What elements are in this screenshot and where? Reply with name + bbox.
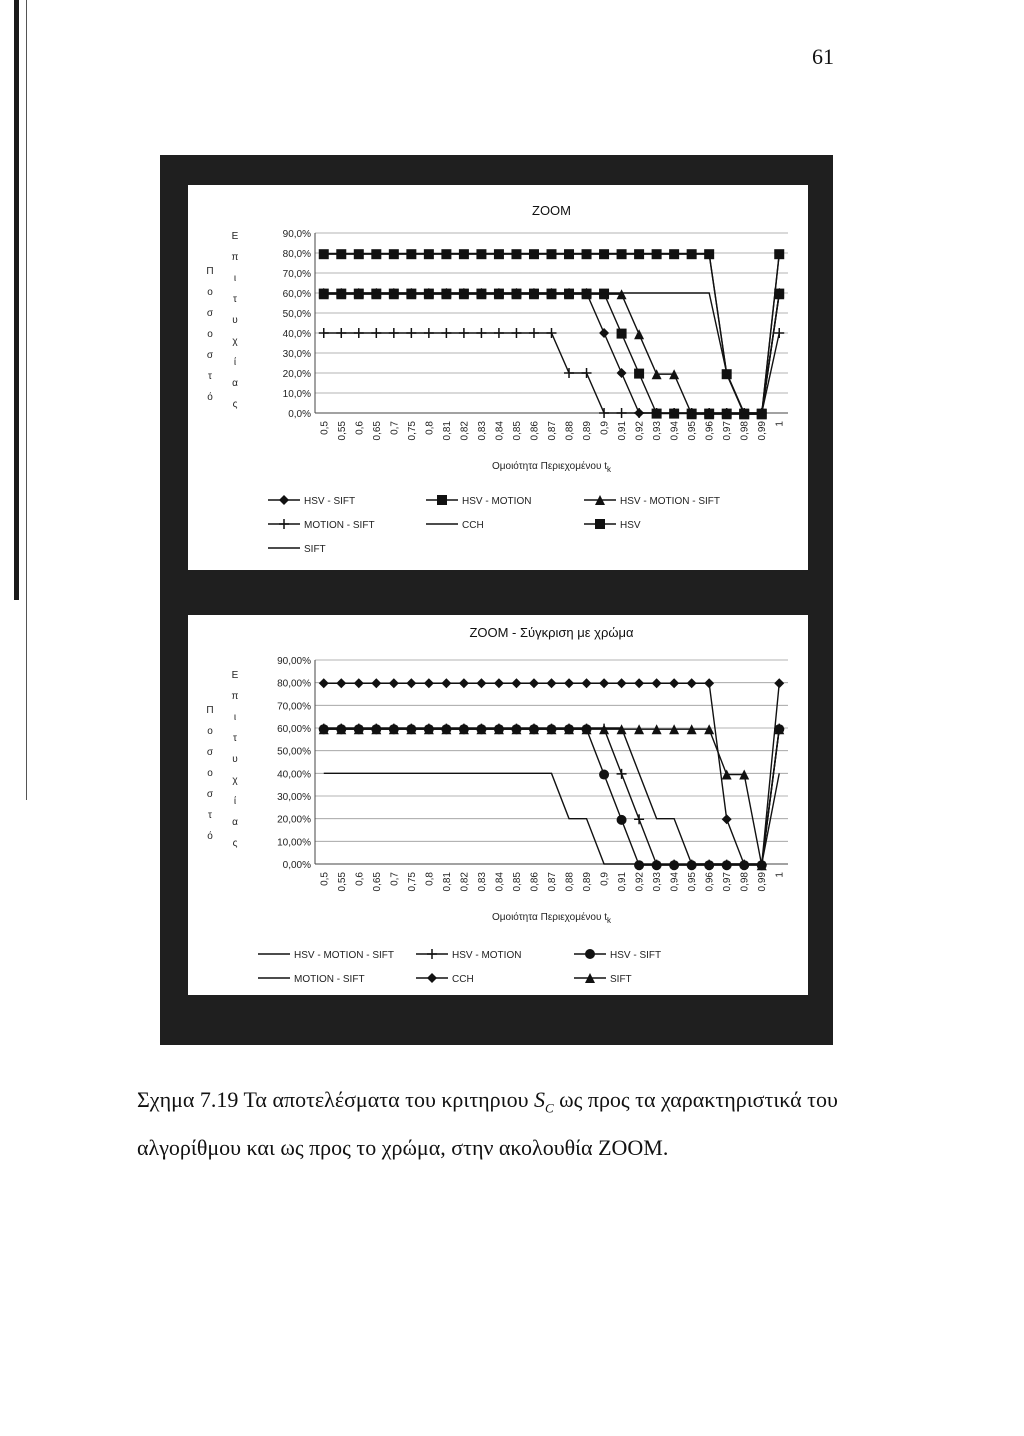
series-line xyxy=(324,294,779,414)
data-point xyxy=(652,249,662,259)
x-tick-label: 0,99 xyxy=(757,421,769,441)
y-tick-label: 80,00% xyxy=(277,678,311,690)
x-tick-label: 0,55 xyxy=(336,872,348,892)
data-point xyxy=(739,409,749,419)
data-point xyxy=(634,329,644,339)
x-tick-label: 0,83 xyxy=(476,421,488,441)
data-point xyxy=(424,678,434,688)
data-point xyxy=(652,860,662,870)
x-tick-label: 0,85 xyxy=(511,421,523,441)
data-point xyxy=(511,249,521,259)
legend-label: HSV - SIFT xyxy=(304,496,356,507)
data-point xyxy=(354,678,364,688)
x-tick-label: 0,6 xyxy=(354,872,366,886)
y-tick-label: 90,0% xyxy=(282,229,311,240)
x-tick-label: 0,65 xyxy=(371,421,383,441)
chart-panel-zoom-color xyxy=(188,615,808,995)
x-tick-label: 0,93 xyxy=(652,421,664,441)
x-tick-label: 0,87 xyxy=(547,421,558,441)
data-point xyxy=(406,328,416,338)
y-tick-label: 50,0% xyxy=(282,309,311,320)
legend-label: HSV - MOTION - SIFT xyxy=(620,496,720,507)
y-tick-label: 10,00% xyxy=(277,837,311,849)
data-point xyxy=(617,769,627,779)
y-tick-label: 40,0% xyxy=(282,329,311,340)
y-tick-label: 60,00% xyxy=(277,724,311,735)
x-tick-label: 0,89 xyxy=(582,872,594,892)
x-tick-label: 0,94 xyxy=(669,872,681,892)
x-axis-label xyxy=(492,460,612,474)
data-point xyxy=(389,328,399,338)
data-point xyxy=(547,328,557,338)
series-hsv-sift xyxy=(319,724,784,870)
data-point xyxy=(774,328,784,338)
y-label-char: ι xyxy=(233,712,237,723)
x-tick-label: 1 xyxy=(774,421,786,427)
series-line xyxy=(324,729,779,865)
data-point xyxy=(476,678,486,688)
figure-caption xyxy=(137,1080,857,1168)
y-label-char: υ xyxy=(232,315,238,326)
y-label-char: ό xyxy=(207,831,213,842)
x-tick-label: 0,95 xyxy=(687,872,699,892)
legend-marker xyxy=(437,495,447,505)
x-tick-label: 0,55 xyxy=(336,421,348,441)
x-tick-label: 0,7 xyxy=(389,421,401,435)
y-label-char: Π xyxy=(206,705,214,716)
y-label-char: ς xyxy=(232,838,238,849)
data-point xyxy=(336,328,346,338)
series-sift xyxy=(319,724,784,870)
chart-zoom xyxy=(188,185,808,570)
y-label-char: τ xyxy=(208,371,212,382)
legend-label: CCH xyxy=(452,974,474,985)
legend-entry xyxy=(258,974,365,985)
x-tick-label: 0,87 xyxy=(547,872,558,892)
caption-suffix: ως προς τα χαρακτηριστικά του αλγορίθμου και ως προς το χρώμα, στην ακολουθία ZOOM. xyxy=(137,1087,838,1161)
data-point xyxy=(371,328,381,338)
legend-label: CCH xyxy=(462,520,484,531)
data-point xyxy=(634,678,644,688)
data-point xyxy=(441,328,451,338)
data-point xyxy=(599,328,609,338)
y-label-char: π xyxy=(231,691,239,702)
x-tick-label: 0,95 xyxy=(687,421,699,441)
x-tick-label: 0,85 xyxy=(511,872,523,892)
data-point xyxy=(406,678,416,688)
data-point xyxy=(406,249,416,259)
legend-entry xyxy=(584,495,720,507)
y-label-char: ς xyxy=(232,399,238,410)
x-tick-label: 0,96 xyxy=(704,421,716,441)
x-tick-label: 0,8 xyxy=(424,872,436,886)
caption-prefix: Σχημα 7.19 Τα αποτελέσματα του κριτηριου xyxy=(137,1087,534,1112)
data-point xyxy=(704,249,714,259)
x-tick-label: 0,81 xyxy=(441,872,453,892)
x-tick-label: 0,91 xyxy=(617,872,629,892)
data-point xyxy=(459,249,469,259)
y-label-char: χ xyxy=(232,775,238,786)
data-point xyxy=(722,860,732,870)
data-point xyxy=(652,678,662,688)
legend-entry xyxy=(268,519,375,531)
x-tick-label: 0,94 xyxy=(669,421,681,441)
series-hsv-motion-sift xyxy=(319,289,784,419)
legend-marker xyxy=(585,949,595,959)
data-point xyxy=(774,249,784,259)
legend-label: HSV - MOTION xyxy=(462,496,532,507)
y-label-char: τ xyxy=(233,733,237,744)
y-tick-label: 20,0% xyxy=(282,369,311,380)
y-label-char: Π xyxy=(206,266,214,277)
data-point xyxy=(371,678,381,688)
data-point xyxy=(617,815,627,825)
data-point xyxy=(389,678,399,688)
x-tick-label: 0,97 xyxy=(722,421,734,441)
y-label-char: τ xyxy=(233,294,237,305)
data-point xyxy=(319,678,329,688)
y-label-char: υ xyxy=(232,754,238,765)
data-point xyxy=(511,678,521,688)
x-tick-label: 0,75 xyxy=(406,872,418,892)
y-label-char: σ xyxy=(206,308,214,319)
legend-entry xyxy=(268,495,355,507)
data-point xyxy=(476,249,486,259)
x-tick-label: 0,89 xyxy=(582,421,594,441)
data-point xyxy=(617,329,627,339)
legend-marker xyxy=(427,949,437,959)
data-point xyxy=(617,678,627,688)
legend-label: SIFT xyxy=(610,974,632,985)
x-tick-label: 0,92 xyxy=(634,421,646,441)
scan-edge-line xyxy=(26,0,27,800)
x-tick-label: 0,93 xyxy=(652,872,664,892)
data-point xyxy=(389,249,399,259)
y-label-char: α xyxy=(232,378,238,389)
data-point xyxy=(634,249,644,259)
legend-entry xyxy=(426,520,484,531)
page-number: 61 xyxy=(812,44,834,69)
x-tick-label: 0,98 xyxy=(739,872,751,892)
x-tick-label: 0,92 xyxy=(634,872,646,892)
y-tick-label: 10,0% xyxy=(282,389,311,400)
data-point xyxy=(617,368,627,378)
legend-label: SIFT xyxy=(304,544,326,555)
data-point xyxy=(582,249,592,259)
legend-entry xyxy=(416,973,474,985)
legend-marker xyxy=(279,495,289,505)
legend-label: HSV xyxy=(620,520,641,531)
y-label-char: ο xyxy=(207,726,213,737)
data-point xyxy=(704,678,714,688)
x-tick-label: 0,82 xyxy=(459,872,471,892)
data-point xyxy=(441,249,451,259)
data-point xyxy=(547,678,557,688)
y-label-char: σ xyxy=(206,350,214,361)
data-point xyxy=(494,328,504,338)
scan-edge-bar xyxy=(14,0,19,600)
x-tick-label: 0,5 xyxy=(319,421,331,435)
data-point xyxy=(634,814,644,824)
x-label-sub: k xyxy=(607,916,612,925)
x-tick-label: 0,81 xyxy=(441,421,453,441)
data-point xyxy=(476,328,486,338)
y-label-char: ο xyxy=(207,768,213,779)
data-point xyxy=(634,408,644,418)
chart-panel-zoom xyxy=(188,185,808,570)
y-tick-label: 60,0% xyxy=(282,289,311,300)
x-tick-label: 0,65 xyxy=(371,872,383,892)
data-point xyxy=(582,368,592,378)
x-tick-label: 0,97 xyxy=(722,872,734,892)
x-tick-label: 0,82 xyxy=(459,421,471,441)
x-label-text: Ομοιότητα Περιεχομένου t xyxy=(491,912,608,923)
legend-marker xyxy=(427,973,437,983)
data-point xyxy=(424,328,434,338)
x-tick-label: 0,83 xyxy=(476,872,488,892)
data-point xyxy=(494,678,504,688)
data-point xyxy=(599,408,609,418)
data-point xyxy=(511,328,521,338)
y-label-char: π xyxy=(231,252,239,263)
caption-symbol-sub: C xyxy=(544,1100,554,1116)
series-hsv-motion xyxy=(319,289,784,419)
y-label-char: α xyxy=(232,817,238,828)
legend-entry xyxy=(574,973,632,985)
y-tick-label: 70,00% xyxy=(277,701,311,713)
legend-entry xyxy=(426,495,531,507)
data-point xyxy=(336,678,346,688)
legend-entry xyxy=(574,949,661,961)
chart-title: ZOOM xyxy=(532,203,571,218)
y-label-char: ο xyxy=(207,287,213,298)
data-point xyxy=(669,249,679,259)
y-tick-label: 0,00% xyxy=(282,860,311,871)
y-tick-label: 30,00% xyxy=(277,792,311,803)
data-point xyxy=(599,249,609,259)
caption-symbol: S xyxy=(533,1087,545,1112)
x-label-sub: k xyxy=(607,465,612,474)
data-point xyxy=(336,249,346,259)
data-point xyxy=(774,678,784,688)
y-label-char: ί xyxy=(233,357,237,368)
data-point xyxy=(564,678,574,688)
legend-label: HSV - MOTION xyxy=(452,950,522,961)
x-tick-label: 0,84 xyxy=(494,421,506,441)
legend-label: HSV - SIFT xyxy=(610,950,662,961)
data-point xyxy=(529,249,539,259)
y-label-char: Ε xyxy=(231,231,239,242)
series-line xyxy=(324,729,779,865)
y-label-char: ο xyxy=(207,329,213,340)
legend-entry xyxy=(416,949,521,961)
chart-title: ZOOM - Σύγκριση με χρώμα xyxy=(469,625,634,640)
series-hsv-motion xyxy=(319,724,784,870)
x-tick-label: 0,86 xyxy=(529,421,541,441)
data-point xyxy=(547,249,557,259)
series-line xyxy=(324,729,779,865)
data-point xyxy=(704,860,714,870)
data-point xyxy=(441,678,451,688)
y-axis-label xyxy=(206,231,238,410)
chart-zoom-color xyxy=(188,615,808,995)
x-tick-label: 0,86 xyxy=(529,872,541,892)
y-label-char: ό xyxy=(207,392,213,403)
x-tick-label: 0,88 xyxy=(564,872,576,892)
y-label-char: τ xyxy=(208,810,212,821)
x-tick-label: 0,88 xyxy=(564,421,576,441)
y-tick-label: 50,00% xyxy=(277,746,311,758)
y-label-char: χ xyxy=(232,336,238,347)
series-line xyxy=(324,294,779,414)
y-tick-label: 30,0% xyxy=(282,349,311,360)
y-label-char: ι xyxy=(233,273,237,284)
data-point xyxy=(634,860,644,870)
data-point xyxy=(599,770,609,780)
data-point xyxy=(669,678,679,688)
data-point xyxy=(617,408,627,418)
data-point xyxy=(494,249,504,259)
data-point xyxy=(669,860,679,870)
legend-marker xyxy=(595,519,605,529)
data-point xyxy=(354,249,364,259)
x-tick-label: 0,96 xyxy=(704,872,716,892)
x-tick-label: 0,6 xyxy=(354,421,366,435)
x-tick-label: 0,84 xyxy=(494,872,506,892)
data-point xyxy=(564,368,574,378)
data-point xyxy=(687,249,697,259)
x-tick-label: 0,5 xyxy=(319,872,331,886)
legend-label: MOTION - SIFT xyxy=(294,974,365,985)
x-tick-label: 0,99 xyxy=(757,872,769,892)
legend-entry xyxy=(268,544,326,555)
x-axis-label xyxy=(492,911,612,925)
y-tick-label: 70,0% xyxy=(282,269,311,280)
data-point xyxy=(687,860,697,870)
x-tick-label: 0,75 xyxy=(406,421,418,441)
x-tick-label: 0,9 xyxy=(599,421,611,435)
x-tick-label: 1 xyxy=(774,872,786,878)
data-point xyxy=(319,328,329,338)
legend-entry xyxy=(258,950,394,961)
x-tick-label: 0,7 xyxy=(389,872,401,886)
data-point xyxy=(371,249,381,259)
data-point xyxy=(634,369,644,379)
data-point xyxy=(564,249,574,259)
y-label-char: Ε xyxy=(231,670,239,681)
y-tick-label: 40,00% xyxy=(277,769,311,781)
x-label-text: Ομοιότητα Περιεχομένου t xyxy=(491,461,608,472)
x-tick-label: 0,98 xyxy=(739,421,751,441)
y-label-char: σ xyxy=(206,747,214,758)
data-point xyxy=(529,678,539,688)
x-tick-label: 0,9 xyxy=(599,872,611,886)
data-point xyxy=(617,249,627,259)
y-label-char: σ xyxy=(206,789,214,800)
x-tick-label: 0,91 xyxy=(617,421,629,441)
data-point xyxy=(424,249,434,259)
data-point xyxy=(582,678,592,688)
data-point xyxy=(599,678,609,688)
y-tick-label: 90,00% xyxy=(277,656,311,667)
data-point xyxy=(354,328,364,338)
y-axis-label xyxy=(206,670,238,849)
data-point xyxy=(459,678,469,688)
data-point xyxy=(722,814,732,824)
data-point xyxy=(459,328,469,338)
data-point xyxy=(529,328,539,338)
legend-entry xyxy=(584,519,641,531)
data-point xyxy=(319,249,329,259)
legend-label: HSV - MOTION - SIFT xyxy=(294,950,394,961)
data-point xyxy=(687,678,697,688)
y-tick-label: 0,0% xyxy=(288,409,311,420)
legend-label: MOTION - SIFT xyxy=(304,520,375,531)
legend-marker xyxy=(279,519,289,529)
x-tick-label: 0,8 xyxy=(424,421,436,435)
y-label-char: ί xyxy=(233,796,237,807)
y-tick-label: 80,0% xyxy=(282,249,311,260)
y-tick-label: 20,00% xyxy=(277,814,311,826)
